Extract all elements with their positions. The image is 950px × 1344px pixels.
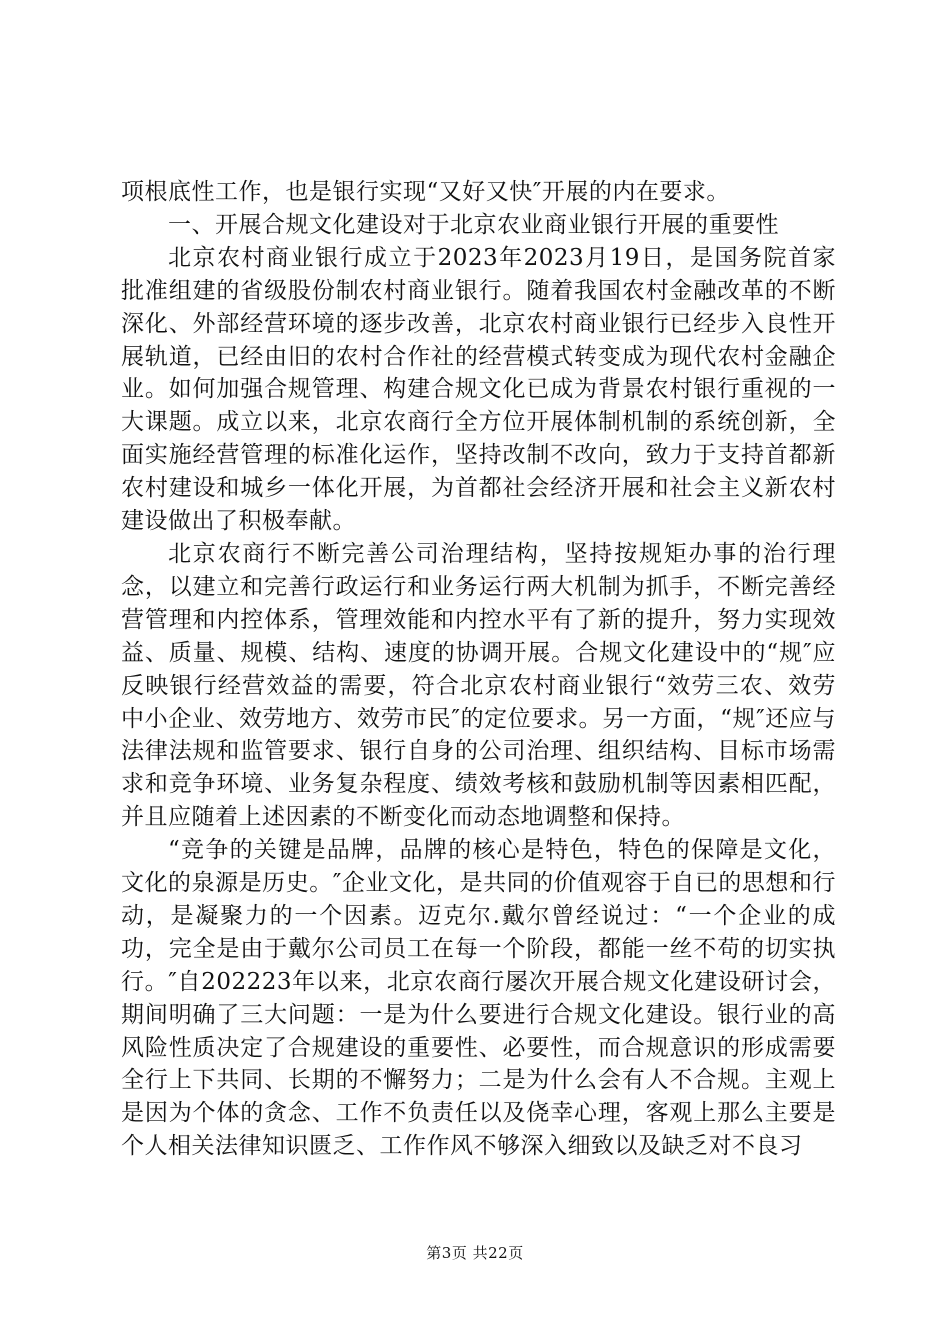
paragraph: 北京农商行不断完善公司治理结构，坚持按规矩办事的治行理念，以建立和完善行政运行和业务运行两大机制为抓手，不断完善经营管理和内控体系，管理效能和内控水平有了新的提升，努力实现效益、质量、规模、结构、速度的协调开展。合规文化建设中的“规″应反映银行经营效益的需要，符合北京农村商业银行“效劳三农、效劳中小企业、效劳地方、效劳市民″的定位要求。另一方面，“规″还应与法律法规和监管要求、银行自身的公司治理、组织结构、目标市场需求和竞争环境、业务复杂程度、绩效考核和鼓励机制等因素相匹配，并且应随着上述因素的不断变化而动态地调整和保持。 <box>121 540 836 831</box>
paragraph: 北京农村商业银行成立于2023年2023月19日，是国务院首家批准组建的省级股份制农村商业银行。随着我国农村金融改革的不断深化、外部经营环境的逐步改善，北京农村商业银行已经步入良性开展轨道，已经由旧的农村合作社的经营模式转变成为现代农村金融企业。如何加强合规管理、构建合规文化已成为背景农村银行重视的一大课题。成立以来，北京农商行全方位开展体制机制的系统创新，全面实施经营管理的标准化运作，坚持改制不改向，致力于支持首都新农村建设和城乡一体化开展，为首都社会经济开展和社会主义新农村建设做出了积极奉献。 <box>121 244 836 535</box>
paragraph: “竞争的关键是品牌，品牌的核心是特色，特色的保障是文化，文化的泉源是历史。″企业文化，是共同的价值观容于自已的思想和行动，是凝聚力的一个因素。迈克尔.戴尔曾经说过：“一个企业的成功，完全是由于戴尔公司员工在每一个阶段，都能一丝不苟的切实执行。″自202223年以来，北京农商行屡次开展合规文化建设研讨会，期间明确了三大问题：一是为什么要进行合规文化建设。银行业的高风险性质决定了合规建设的重要性、必要性，而合规意识的形成需要全行上下共同、长期的不懈努力；二是为什么会有人不合规。主观上是因为个体的贪念、工作不负责任以及侥幸心理，客观上那么主要是个人相关法律知识匮乏、工作作风不够深入细致以及缺乏对不良习 <box>121 837 836 1160</box>
document-body <box>121 176 836 1163</box>
paragraph-continuation: 项根底性工作，也是银行实现“又好又快″开展的内在要求。 <box>121 179 730 205</box>
page-number-footer: 第3页 共22页 <box>426 1244 524 1262</box>
section-heading: 一、开展合规文化建设对于北京农业商业银行开展的重要性 <box>168 211 779 238</box>
